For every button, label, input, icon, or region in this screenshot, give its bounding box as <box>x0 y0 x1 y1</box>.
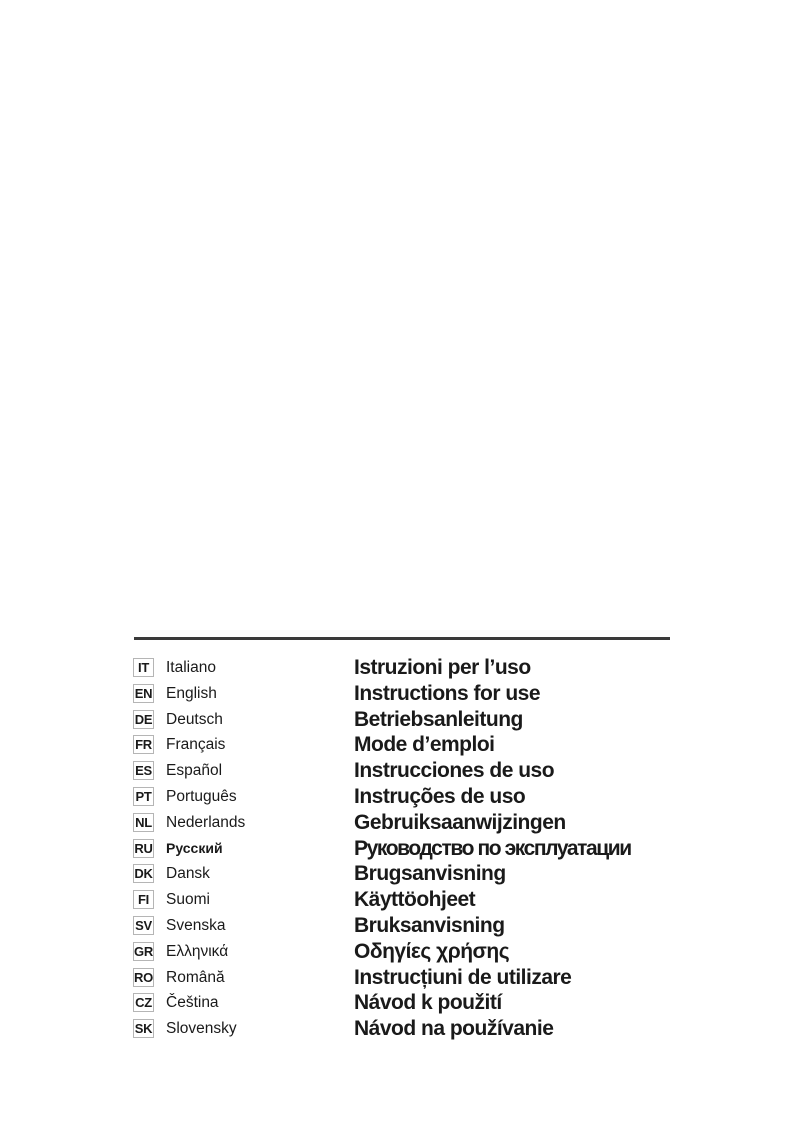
manual-title: Instrucțiuni de utilizare <box>354 965 572 989</box>
language-name: Nederlands <box>166 813 246 831</box>
manual-title: Instruções de uso <box>354 784 526 808</box>
language-code-badge: FR <box>133 735 154 754</box>
language-code-badge: SV <box>133 916 154 935</box>
manual-title: Návod k použití <box>354 991 502 1015</box>
language-code-badge: ES <box>133 761 154 780</box>
language-name: Italiano <box>166 659 216 676</box>
language-name: Čeština <box>166 994 219 1012</box>
language-code-badge: DE <box>134 711 153 727</box>
manual-title: Gebruiksaanwijzingen <box>354 810 566 834</box>
language-row-en <box>133 681 673 707</box>
language-code-badge: PT <box>133 787 154 806</box>
language-code-badge: EN <box>134 685 153 701</box>
language-row-it <box>133 655 673 681</box>
language-code-badge: SK <box>134 1021 153 1037</box>
language-row-es <box>133 758 673 784</box>
language-code-badge: RU <box>134 840 153 856</box>
language-name: Slovensky <box>166 1020 237 1038</box>
manual-title: Návod na používanie <box>354 1017 554 1041</box>
language-row-ro <box>133 965 673 991</box>
manual-title: Brugsanvisning <box>354 862 506 886</box>
language-row-cz <box>133 990 673 1016</box>
language-name: Dansk <box>166 865 210 883</box>
language-row-fr <box>133 732 673 758</box>
language-name: Suomi <box>166 891 210 909</box>
language-code-badge: RO <box>134 969 153 985</box>
manual-title: Bruksanvisning <box>354 913 505 937</box>
language-name: English <box>166 684 217 702</box>
language-code-badge: FI <box>133 890 154 909</box>
language-row-dk <box>133 861 673 887</box>
divider-line <box>134 637 670 640</box>
language-name: Deutsch <box>166 710 223 728</box>
manual-title: Betriebsanleitung <box>354 707 523 731</box>
language-row-nl <box>133 810 673 836</box>
language-name: Português <box>166 787 237 805</box>
language-code-badge: NL <box>133 813 154 832</box>
language-name: Română <box>166 968 225 986</box>
language-list <box>133 655 673 1042</box>
language-name: Ελληνικά <box>166 942 229 960</box>
language-row-gr <box>133 939 673 965</box>
manual-title: Istruzioni per l’uso <box>354 656 531 679</box>
language-row-sv <box>133 913 673 939</box>
language-name: Español <box>166 762 223 780</box>
language-code-badge: IT <box>133 658 154 677</box>
language-code-badge: GR <box>134 943 153 959</box>
language-code-badge: CZ <box>133 993 154 1012</box>
language-name: Русский <box>166 839 223 856</box>
manual-title: Руководство по эксплуатации <box>354 836 631 860</box>
language-row-ru <box>133 836 673 862</box>
language-row-fi <box>133 887 673 913</box>
manual-title: Instructions for use <box>354 681 541 705</box>
manual-title: Mode d’emploi <box>354 733 495 757</box>
language-row-sk <box>133 1016 673 1042</box>
language-row-pt <box>133 784 673 810</box>
language-row-de <box>133 707 673 733</box>
language-name: Français <box>166 736 226 754</box>
manual-title: Οδηγίες χρήσης <box>354 939 510 963</box>
manual-title: Instrucciones de uso <box>354 759 555 783</box>
language-code-badge: DK <box>134 866 153 882</box>
manual-title: Käyttöohjeet <box>354 888 476 912</box>
language-name: Svenska <box>166 916 226 934</box>
